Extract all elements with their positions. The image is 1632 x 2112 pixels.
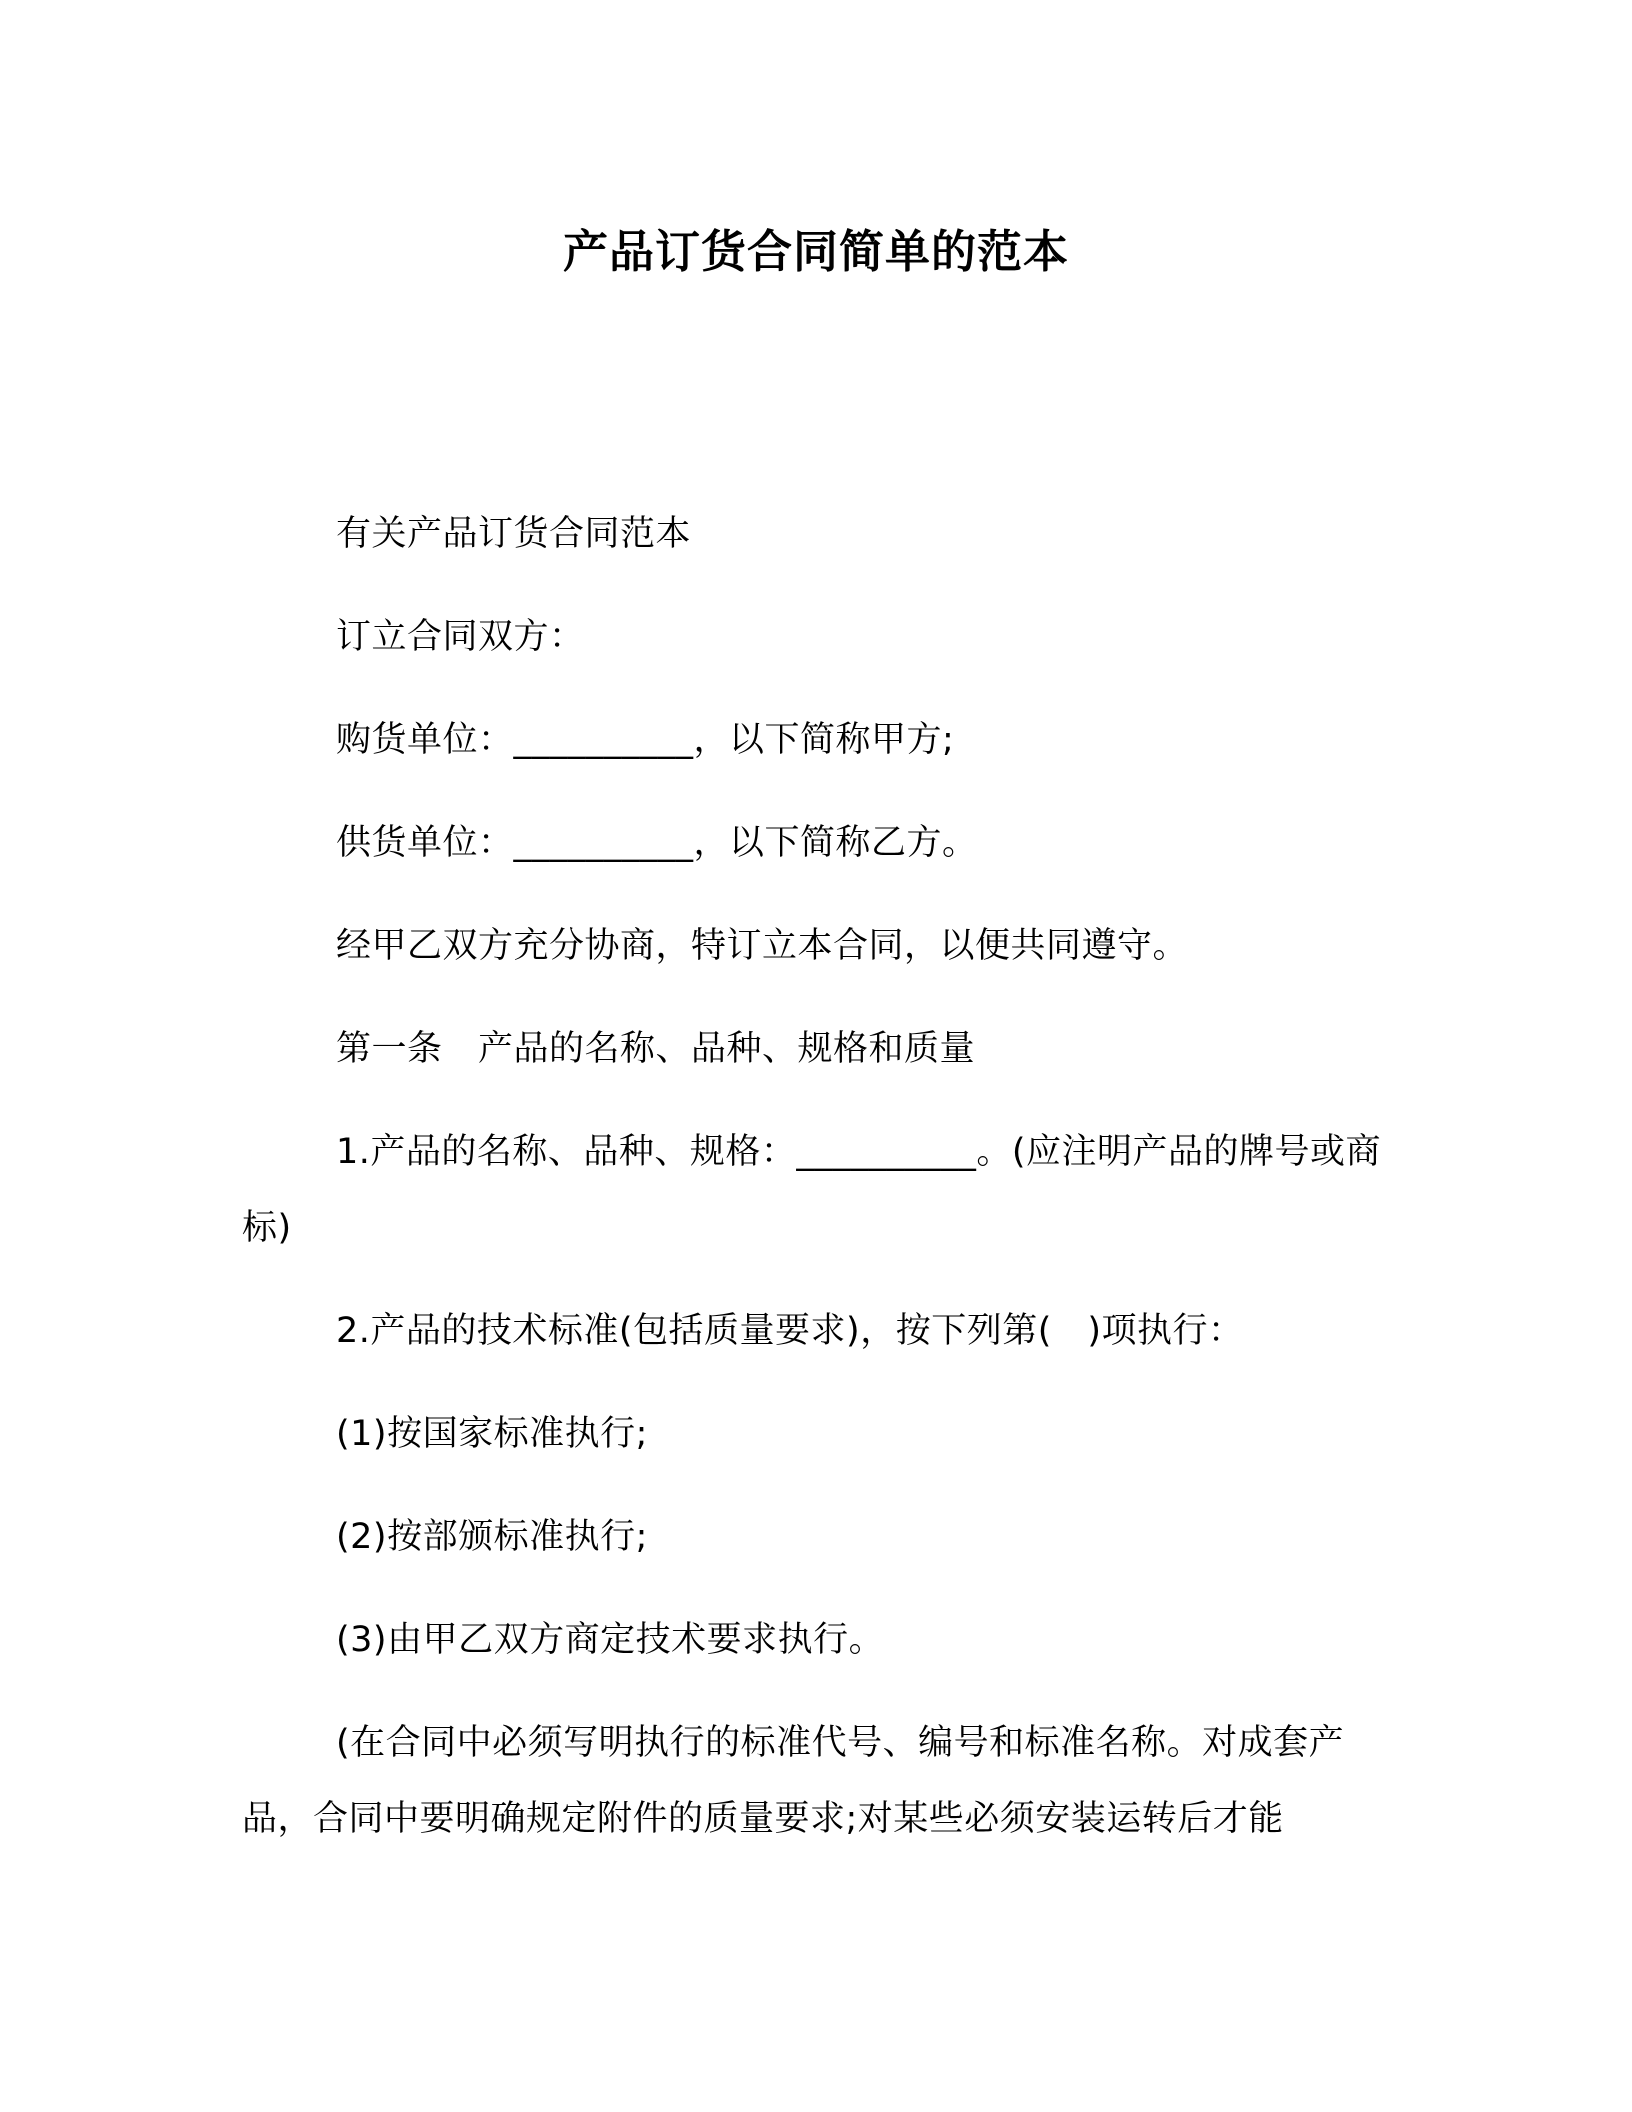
paragraph-negotiated-standard: (3)由甲乙双方商定技术要求执行。: [336, 1620, 885, 1660]
paragraph-parties-heading: 订立合同双方：: [336, 617, 585, 657]
paragraph-article-one: 第一条 产品的名称、品种、规格和质量: [336, 1029, 976, 1069]
paragraph-national-standard: (1)按国家标准执行;: [336, 1414, 648, 1454]
paragraph-buyer: 购货单位：__________，以下简称甲方;: [336, 720, 955, 760]
paragraph-ministry-standard: (2)按部颁标准执行;: [336, 1517, 648, 1557]
paragraph-supplier: 供货单位：__________，以下简称乙方。: [336, 823, 978, 863]
paragraph-product-name: 1.产品的名称、品种、规格：__________。(应注明产品的牌号或商标): [242, 1132, 1382, 1248]
document-body: [242, 496, 1392, 1884]
document-title: 产品订货合同简单的范本: [562, 225, 1069, 278]
paragraph-intro: 有关产品订货合同范本: [336, 514, 692, 554]
paragraph-agreement: 经甲乙双方充分协商，特订立本合同，以便共同遵守。: [336, 926, 1189, 966]
paragraph-standard-note: (在合同中必须写明执行的标准代号、编号和标准名称。对成套产品，合同中要明确规定附件的质量要求;对某些必须安装运转后才能: [242, 1723, 1345, 1839]
paragraph-technical-standard: 2.产品的技术标准(包括质量要求)，按下列第( )项执行：: [336, 1311, 1244, 1351]
